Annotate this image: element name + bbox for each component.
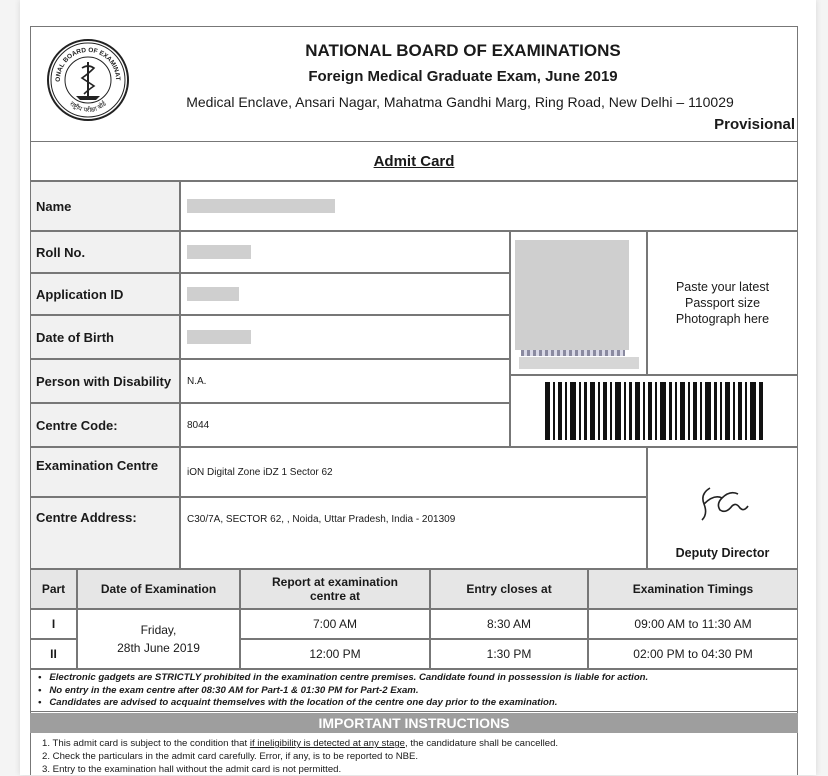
candidate-photo-redacted [515, 240, 629, 350]
roll-label: Roll No. [30, 231, 180, 273]
photo-shirt [521, 350, 625, 356]
entry-close-1: 8:30 AM [430, 609, 588, 639]
instruction-3: 3. Entry to the examination hall without the admit card is not permitted. [42, 764, 342, 775]
report-time-1: 7:00 AM [240, 609, 430, 639]
signature-icon [692, 484, 752, 524]
admit-card-sheet [20, 0, 816, 775]
appid-label: Application ID [30, 273, 180, 315]
barcode-icon [545, 382, 765, 440]
exam-date-cell [77, 609, 240, 669]
admit-card-title: Admit Card [30, 141, 798, 181]
pwd-label: Person with Disability [30, 359, 180, 403]
seal-bottom-text: राष्ट्रीय परीक्षा बोर्ड [68, 99, 108, 115]
timing-1: 09:00 AM to 11:30 AM [588, 609, 798, 639]
note-3: Candidates are advised to acquaint themselves with the location of the centre one day prior to the examination. [49, 697, 558, 708]
note-item: • No entry in the exam centre after 08:30 AM for Part-1 & 01:30 PM for Part-2 Exam. [38, 684, 419, 696]
name-redaction [187, 199, 335, 213]
instruction-1 [42, 737, 798, 750]
dob-label: Date of Birth [30, 315, 180, 359]
instructions-list [42, 737, 798, 776]
dob-redaction [187, 330, 251, 344]
paste-photo-box: Paste your latest Passport size Photograph here [647, 231, 798, 375]
instruction-2: 2. Check the particulars in the admit card carefully. Error, if any, is to be reported to NBE. [42, 751, 419, 762]
part-1: I [30, 609, 77, 639]
provisional-status: Provisional [714, 116, 795, 133]
notes-list [38, 672, 794, 710]
instruction-1-tail: , the candidature shall be cancelled. [405, 738, 559, 749]
org-name: NATIONAL BOARD OF EXAMINATIONS [305, 41, 621, 60]
svg-text:राष्ट्रीय परीक्षा बोर्ड [68, 99, 109, 114]
roll-redaction [187, 245, 251, 259]
important-instructions-title: IMPORTANT INSTRUCTIONS [30, 713, 798, 733]
name-label: Name [30, 181, 180, 231]
deputy-director-label: Deputy Director [675, 546, 770, 560]
dob-value [180, 315, 510, 359]
exam-centre-value: iON Digital Zone iDZ 1 Sector 62 [180, 447, 647, 497]
nbe-seal-logo [46, 38, 130, 122]
note-1: Electronic gadgets are STRICTLY prohibited in the examination centre premises. Candidate found in possession is liable for action. [49, 672, 649, 683]
instruction-1-emphasis: if ineligibility is detected at any stage [249, 738, 405, 749]
instruction-1-text: 1. This admit card is subject to the condition that [42, 738, 250, 749]
entry-close-2: 1:30 PM [430, 639, 588, 669]
timing-2: 02:00 PM to 04:30 PM [588, 639, 798, 669]
signature-box [647, 447, 798, 569]
centre-code-label: Centre Code: [30, 403, 180, 447]
schedule-header-entry: Entry closes at [430, 569, 588, 609]
part-2: II [30, 639, 77, 669]
seal-top-text: ONAL BOARD OF EXAMINAT [54, 46, 122, 82]
appid-redaction [187, 287, 239, 301]
centre-address-value: C30/7A, SECTOR 62, , Noida, Uttar Pradesh, India - 201309 [180, 497, 647, 569]
name-value [180, 181, 798, 231]
photo-caption-redacted [519, 357, 639, 369]
board-address: Medical Enclave, Ansari Nagar, Mahatma Gandhi Marg, Ring Road, New Delhi – 110029 [186, 94, 734, 110]
barcode-box [510, 375, 798, 447]
note-item: • Electronic gadgets are STRICTLY prohibited in the examination centre premises. Candidate found in possession is liable for action. [38, 672, 649, 683]
report-time-2: 12:00 PM [240, 639, 430, 669]
schedule-header-timings: Examination Timings [588, 569, 798, 609]
schedule-header-report: Report at examination centre at [240, 569, 430, 609]
pwd-value: N.A. [180, 359, 510, 403]
centre-address-label: Centre Address: [30, 497, 180, 569]
exam-date: 28th June 2019 [117, 641, 200, 655]
exam-day: Friday, [140, 623, 177, 637]
schedule-header-date: Date of Examination [77, 569, 240, 609]
exam-name: Foreign Medical Graduate Exam, June 2019 [308, 67, 618, 85]
schedule-header-part: Part [30, 569, 77, 609]
centre-code-value: 8044 [180, 403, 510, 447]
note-item: • Candidates are advised to acquaint themselves with the location of the centre one day prior to the examination. [38, 697, 558, 708]
appid-value [180, 273, 510, 315]
candidate-photo-box [510, 231, 647, 375]
note-2: No entry in the exam centre after 08:30 AM for Part-1 & 01:30 PM for Part-2 Exam. [49, 684, 419, 696]
roll-value [180, 231, 510, 273]
exam-centre-label: Examination Centre [30, 447, 180, 497]
